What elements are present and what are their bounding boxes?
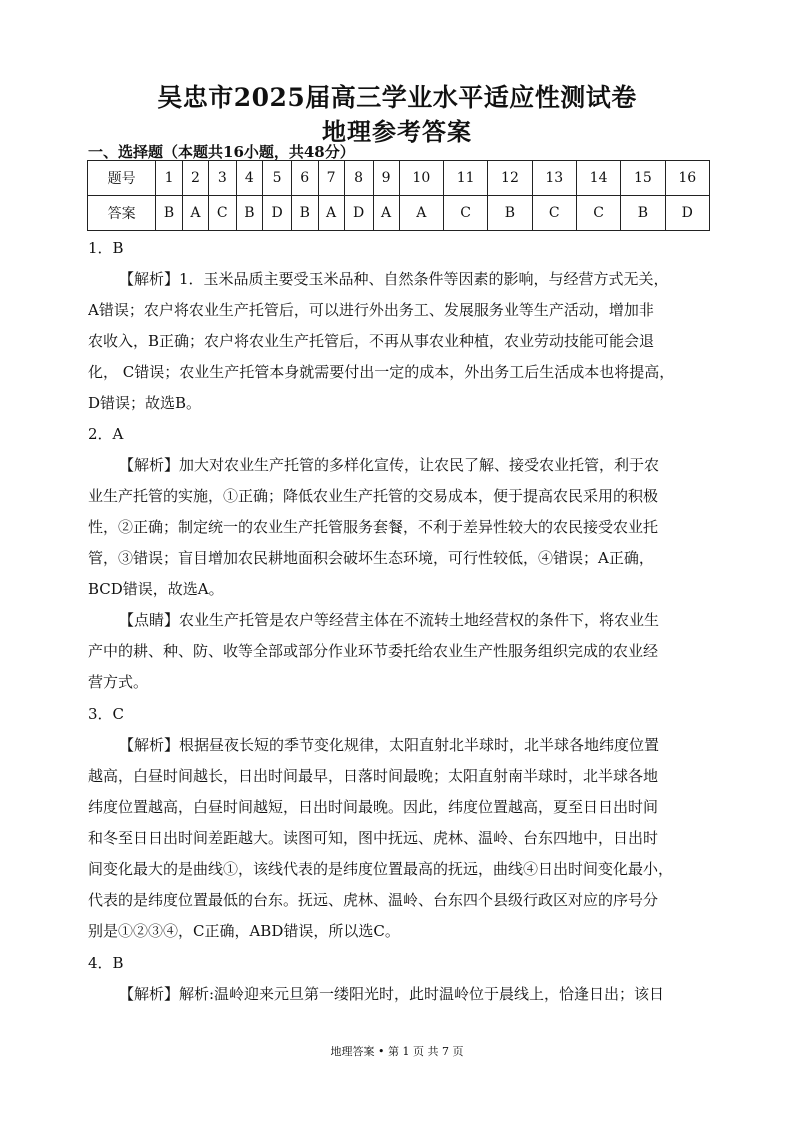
question-number: 6 [291, 161, 318, 196]
section-heading: 一、选择题（本题共16小题，共48分） [88, 143, 355, 161]
question-number: 3 [209, 161, 237, 196]
row-label-answer: 答案 [88, 196, 156, 231]
note-line: 【点睛】农业生产托管是农户等经营主体在不流转土地经营权的条件下，将农业生 [119, 611, 660, 629]
answer-row [88, 196, 710, 231]
answer-cell: D [263, 196, 292, 231]
explanation-line: 【解析】根据昼夜长短的季节变化规律，太阳直射北半球时，北半球各地纬度位置 [119, 736, 660, 754]
answer-cell: B [156, 196, 183, 231]
answer-cell: C [576, 196, 620, 231]
question-4-answer: 4．B [88, 954, 124, 972]
explanation-line: BCD错误，故选A。 [88, 580, 224, 598]
answer-cell: C [532, 196, 576, 231]
question-number: 10 [399, 161, 443, 196]
question-number: 16 [665, 161, 709, 196]
explanation-line: 间变化最大的是曲线①，该线代表的是纬度位置最高的抚远，曲线④日出时间变化最小， [88, 860, 674, 878]
explanation-line: 越高，白昼时间越长，日出时间最早，日落时间最晚；太阳直射南半球时，北半球各地 [88, 767, 659, 785]
explanation-line: 代表的是纬度位置最低的台东。抚远、虎林、温岭、台东四个县级行政区对应的序号分 [88, 891, 659, 909]
question-number: 12 [488, 161, 532, 196]
explanation-line: 性，②正确；制定统一的农业生产托管服务套餐，不利于差异性较大的农民接受农业托 [88, 518, 659, 536]
question-2-answer: 2．A [88, 425, 124, 443]
note-line: 产中的耕、种、防、收等全部或部分作业环节委托给农业生产性服务组织完成的农业经 [88, 642, 659, 660]
explanation-line: 业生产托管的实施，①正确；降低农业生产托管的交易成本，便于提高农民采用的积极 [88, 487, 659, 505]
question-number: 5 [263, 161, 292, 196]
question-number: 15 [621, 161, 665, 196]
answer-cell: B [488, 196, 532, 231]
question-number: 8 [344, 161, 373, 196]
explanation-line: 【解析】1．玉米品质主要受玉米品种、自然条件等因素的影响，与经营方式无关， [119, 270, 669, 288]
question-number: 11 [443, 161, 487, 196]
question-4 [88, 948, 710, 1010]
explanation-line: A错误；农户将农业生产托管后，可以进行外出务工、发展服务业等生产活动，增加非 [88, 301, 654, 319]
answer-cell: B [236, 196, 263, 231]
question-number-row [88, 161, 710, 196]
question-number: 14 [576, 161, 620, 196]
explanation-line: 【解析】解析:温岭迎来元旦第一缕阳光时，此时温岭位于晨线上，恰逢日出；该日 [119, 985, 665, 1003]
answer-cell: C [209, 196, 237, 231]
question-1 [88, 233, 710, 419]
answer-cell: A [182, 196, 208, 231]
answer-cell: B [291, 196, 318, 231]
answer-cell: B [621, 196, 665, 231]
question-number: 7 [318, 161, 344, 196]
answer-cell: D [665, 196, 709, 231]
row-label-question: 题号 [88, 161, 156, 196]
question-number: 9 [373, 161, 399, 196]
explanation-line: 【解析】加大对农业生产托管的多样化宣传，让农民了解、接受农业托管，利于农 [119, 456, 660, 474]
answer-table [87, 160, 710, 231]
explanation-line: 纬度位置越高，白昼时间越短，日出时间最晚。因此，纬度位置越高，夏至日日出时间 [88, 798, 659, 816]
question-3 [88, 699, 710, 947]
question-number: 4 [236, 161, 263, 196]
question-number: 13 [532, 161, 576, 196]
explanation-line: 农收入，B正确；农户将农业生产托管后，不再从事农业种植，农业劳动技能可能会退 [88, 332, 655, 350]
explanation-line: 管，③错误；盲目增加农民耕地面积会破坏生态环境，可行性较低，④错误；A正确， [88, 549, 654, 567]
answer-cell: C [443, 196, 487, 231]
answer-cell: D [344, 196, 373, 231]
answer-cell: A [373, 196, 399, 231]
question-3-answer: 3．C [88, 705, 125, 723]
explanation-line: 化， C错误；农业生产托管本身就需要付出一定的成本，外出务工后生活成本也将提高， [88, 363, 675, 381]
answer-cell: A [399, 196, 443, 231]
note-line: 营方式。 [88, 673, 149, 691]
page-footer: 地理答案 • 第 1 页 共 7 页 [330, 1045, 464, 1058]
page-title: 吴忠市2025届高三学业水平适应性测试卷 [157, 83, 637, 112]
explanation-line: D错误；故选B。 [88, 394, 202, 412]
question-2 [88, 419, 710, 698]
explanation-line: 别是①②③④，C正确，ABD错误，所以选C。 [88, 922, 400, 940]
explanation-line: 和冬至日日出时间差距越大。读图可知，图中抚远、虎林、温岭、台东四地中，日出时 [88, 829, 659, 847]
page-subtitle: 地理参考答案 [322, 117, 472, 146]
question-1-answer: 1．B [88, 239, 124, 257]
question-number: 2 [182, 161, 208, 196]
answer-cell: A [318, 196, 344, 231]
question-number: 1 [156, 161, 183, 196]
